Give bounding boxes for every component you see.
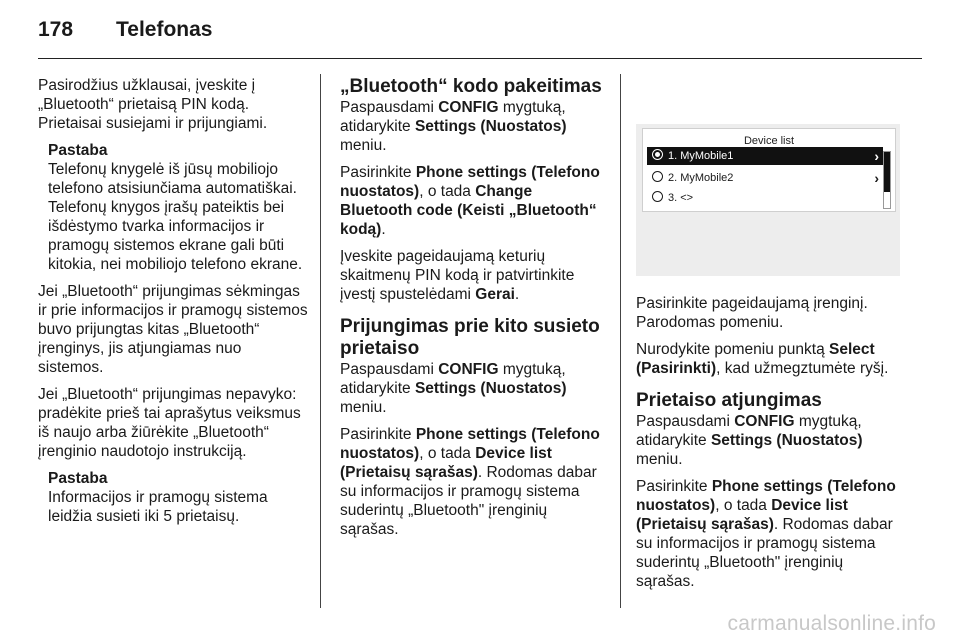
header-divider: [38, 58, 922, 59]
phone-settings-label: Phone settings (Telefono nuostatos): [636, 478, 896, 514]
radio-empty-icon: [652, 171, 663, 182]
column-middle: [340, 76, 608, 547]
page-number: 178: [38, 18, 74, 41]
text: meniu.: [340, 137, 387, 154]
text: Nurodykite pomeniu punktą: [636, 341, 830, 358]
column-divider-2: [620, 74, 621, 608]
step-change-code: [340, 163, 608, 239]
paragraph-pin-prompt: Pasirodžius užklausai, įveskite į „Bluetooth“ prietaisą PIN kodą. Prietaisai susiejami ir prijungiami.: [38, 77, 268, 132]
settings-label: Settings (Nuostatos): [414, 118, 567, 135]
device-list-title: Device list: [743, 135, 795, 147]
device-list-panel: [642, 128, 896, 212]
column-left: [38, 76, 308, 534]
device-list-item-selected[interactable]: [647, 147, 883, 165]
watermark: carmanualsonline.info: [727, 612, 936, 635]
device-list-label: Device list (Prietaisų sąrašas): [636, 497, 848, 533]
step-enter-pin: [340, 247, 608, 304]
scrollbar[interactable]: [883, 151, 891, 209]
text: Pasirinkite: [340, 426, 416, 443]
paragraph-connection-failed: Jei „Bluetooth“ prijungimas nepavyko: pradėkite prieš tai aprašytus veiksmus iš naujo arba žiūrėkite „Bluetooth“ įrenginio naudotojo instrukciją.: [38, 386, 301, 460]
paragraph-select-device: Pasirinkite pageidaujamą įrenginį. Parodomas pomeniu.: [636, 295, 868, 331]
text: Įveskite pageidaujamą keturių skaitmenų PIN kodą ir patvirtinkite įvestį spustelėdami: [340, 248, 575, 303]
config-label: CONFIG: [734, 413, 795, 430]
step-device-list: [340, 425, 608, 539]
radio-empty-icon: [652, 191, 663, 202]
note-text: Telefonų knygelė iš jūsų mobiliojo telefono atsisiunčiama automatiškai. Telefonų knygos įrašų pateiktis bei išdėstymo tvarka informacijos ir pramogų sistemos ekrane gali būti kitokia, nei mobiliojo telefono ekrane.: [48, 161, 303, 273]
column-divider-1: [320, 74, 321, 608]
step-open-settings: [340, 360, 608, 417]
text: Pasirinkite: [636, 478, 712, 495]
text: Paspausdami: [636, 413, 735, 430]
settings-label: Settings (Nuostatos): [710, 432, 863, 449]
text: Paspausdami: [340, 99, 439, 116]
step-device-list: [636, 477, 906, 591]
note-phonebook: [48, 141, 308, 274]
paragraph-connection-success: Jei „Bluetooth“ prijungimas sėkmingas ir prie informacijos ir pramogų sistemos buvo prijungtas kitas „Bluetooth“ įrenginys, jis atjungiamas nuo sistemos.: [38, 283, 308, 376]
heading-connect-other: Prijungimas prie kito susieto prietaiso: [340, 316, 600, 359]
device-list-item[interactable]: [647, 189, 883, 207]
phone-settings-label: Phone settings (Telefono nuostatos): [340, 164, 600, 200]
note-text: Informacijos ir pramogų sistema leidžia susieti iki 5 prietaisų.: [48, 489, 268, 525]
phone-settings-label: Phone settings (Telefono nuostatos): [340, 426, 600, 462]
text: mygtuką, atidarykite: [340, 99, 566, 135]
text: . Rodomas dabar su informacijos ir pramogų sistema suderintų „Bluetooth" įrenginių sąrašas.: [636, 516, 893, 590]
text: meniu.: [636, 451, 683, 468]
settings-label: Settings (Nuostatos): [414, 380, 567, 397]
step-open-settings: [340, 98, 608, 155]
text: meniu.: [340, 399, 387, 416]
text: . Rodomas dabar su informacijos ir pramogų sistema suderintų „Bluetooth" įrenginių sąrašas.: [340, 464, 597, 538]
text: mygtuką, atidarykite: [340, 361, 566, 397]
heading-disconnect: Prietaiso atjungimas: [636, 390, 822, 411]
select-label: Select (Pasirinkti): [636, 341, 875, 377]
scrollbar-thumb[interactable]: [884, 152, 890, 192]
note-title: Pastaba: [48, 470, 108, 487]
text: , o tada: [419, 183, 476, 200]
text: .: [381, 221, 386, 238]
change-code-label: Change Bluetooth code (Keisti „Bluetooth“ kodą): [340, 183, 597, 238]
device-list-label: Device list (Prietaisų sąrašas): [340, 445, 552, 481]
page-title: Telefonas: [116, 18, 213, 41]
device-name: 1. MyMobile1: [668, 150, 734, 162]
text: Paspausdami: [340, 361, 439, 378]
device-name: 2. MyMobile2: [668, 172, 734, 184]
config-label: CONFIG: [438, 99, 499, 116]
ok-label: Gerai: [475, 286, 515, 303]
page-header: [38, 18, 922, 52]
text: .: [514, 286, 520, 303]
step-open-settings: [636, 412, 906, 469]
text: , o tada: [715, 497, 772, 514]
chevron-right-icon: ›: [874, 148, 879, 164]
chevron-right-icon: ›: [874, 170, 879, 186]
note-device-limit: [48, 469, 308, 526]
radio-selected-icon: [652, 149, 663, 160]
device-list-screenshot: [636, 124, 900, 276]
text: mygtuką, atidarykite: [636, 413, 862, 449]
text: Pasirinkite: [340, 164, 416, 181]
config-label: CONFIG: [438, 361, 499, 378]
paragraph-select-submenu: [636, 340, 906, 378]
device-list-item[interactable]: [647, 169, 883, 187]
heading-change-code: „Bluetooth“ kodo pakeitimas: [340, 76, 602, 97]
note-title: Pastaba: [48, 142, 108, 159]
text: , o tada: [419, 445, 476, 462]
column-right: [636, 76, 906, 599]
text: , kad užmegztumėte ryšį.: [716, 360, 889, 377]
device-name: 3. <>: [668, 192, 694, 204]
